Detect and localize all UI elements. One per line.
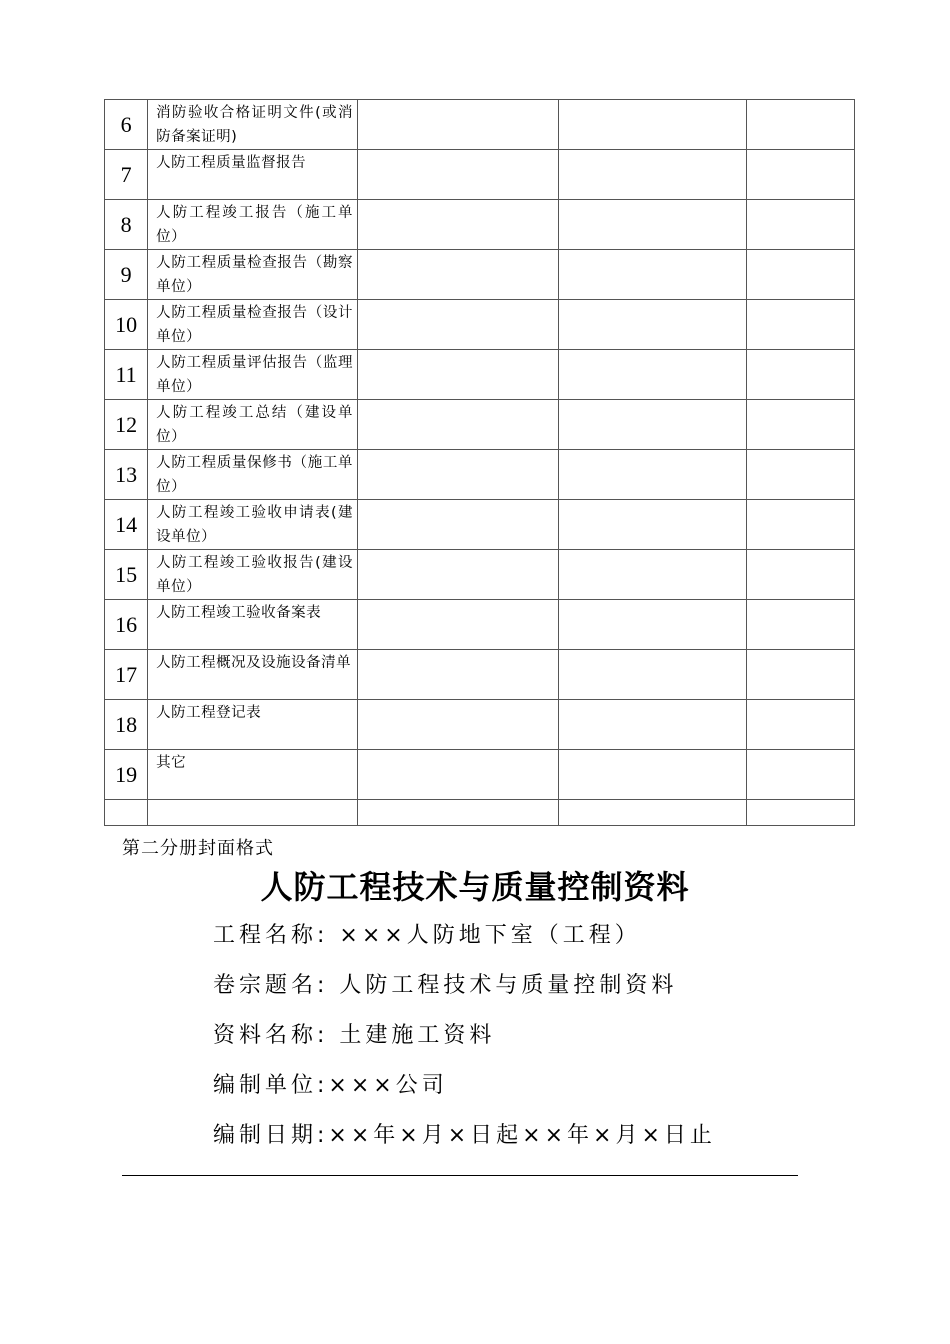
row-item-text: 消防验收合格证明文件(或消防备案证明) [156, 105, 353, 145]
divider-line [122, 1175, 798, 1176]
row-item-cell [148, 150, 358, 200]
table-cell [358, 150, 559, 200]
table-row [105, 500, 855, 550]
row-item-cell [148, 100, 358, 150]
table-row [105, 350, 855, 400]
table-cell [558, 300, 746, 350]
row-item-text: 人防工程竣工验收报告(建设单位） [156, 555, 353, 595]
table-cell [558, 100, 746, 150]
row-item-cell [148, 700, 358, 750]
table-cell [358, 700, 559, 750]
section-caption: 第二分册封面格式 [122, 838, 274, 859]
table-cell [148, 800, 358, 826]
row-number: 15 [105, 550, 148, 600]
table-row [105, 700, 855, 750]
row-item-text: 人防工程质量评估报告（监理单位） [156, 355, 353, 395]
row-item-cell [148, 500, 358, 550]
table-cell [558, 400, 746, 450]
table-cell [558, 250, 746, 300]
row-item-cell [148, 650, 358, 700]
row-number: 16 [105, 600, 148, 650]
row-number: 11 [105, 350, 148, 400]
table-cell [558, 700, 746, 750]
table-cell [558, 150, 746, 200]
table-cell [358, 200, 559, 250]
row-number: 19 [105, 750, 148, 800]
table-row [105, 100, 855, 150]
table-cell [558, 600, 746, 650]
table-cell [558, 550, 746, 600]
table-cell [746, 200, 854, 250]
field-material-name: 资料名称: 土建施工资料 [213, 1023, 496, 1048]
row-number: 13 [105, 450, 148, 500]
row-number: 7 [105, 150, 148, 200]
table-body [105, 100, 855, 826]
row-item-text: 人防工程竣工验收申请表(建设单位） [156, 505, 353, 545]
table-cell [558, 650, 746, 700]
table-row [105, 450, 855, 500]
row-item-cell [148, 450, 358, 500]
table-cell [746, 600, 854, 650]
row-item-cell [148, 400, 358, 450]
field-compiling-unit: 编制单位:×××公司 [213, 1073, 448, 1098]
table-cell [358, 600, 559, 650]
table-cell [746, 100, 854, 150]
row-number: 14 [105, 500, 148, 550]
row-item-text: 人防工程竣工报告（施工单位） [156, 205, 353, 245]
table-cell [558, 200, 746, 250]
row-item-text: 人防工程质量检查报告（勘察单位） [156, 255, 353, 295]
table-cell [746, 300, 854, 350]
table-row [105, 250, 855, 300]
table-cell [558, 350, 746, 400]
table-cell [746, 550, 854, 600]
table-cell [746, 700, 854, 750]
table-row [105, 200, 855, 250]
table-cell [558, 500, 746, 550]
field-compiling-date: 编制日期:××年×月×日起××年×月×日止 [213, 1123, 716, 1148]
table-row [105, 550, 855, 600]
table-cell [358, 450, 559, 500]
table-cell [358, 650, 559, 700]
table-cell [746, 350, 854, 400]
row-item-cell [148, 550, 358, 600]
table-cell [558, 800, 746, 826]
table-cell [746, 750, 854, 800]
table-cell [358, 400, 559, 450]
cover-title: 人防工程技术与质量控制资料 [260, 868, 690, 906]
table-row [105, 150, 855, 200]
field-volume-title: 卷宗题名: 人防工程技术与质量控制资料 [213, 973, 678, 998]
table-cell [358, 250, 559, 300]
table-row [105, 400, 855, 450]
table-cell [358, 800, 559, 826]
table-cell [358, 100, 559, 150]
table-row [105, 300, 855, 350]
row-number: 8 [105, 200, 148, 250]
table-row-empty [105, 800, 855, 826]
table-cell [558, 450, 746, 500]
table-cell [358, 350, 559, 400]
row-item-cell [148, 300, 358, 350]
row-item-cell [148, 750, 358, 800]
row-item-cell [148, 600, 358, 650]
table-cell [746, 650, 854, 700]
table-cell [746, 250, 854, 300]
row-item-text: 人防工程概况及设施设备清单 [156, 655, 352, 671]
table-cell [746, 800, 854, 826]
row-item-text: 人防工程竣工总结（建设单位） [156, 405, 353, 445]
table-cell [746, 500, 854, 550]
table-row [105, 650, 855, 700]
row-item-cell [148, 200, 358, 250]
table-cell [358, 300, 559, 350]
table-cell [358, 550, 559, 600]
table-cell [746, 400, 854, 450]
table-cell [358, 750, 559, 800]
row-number: 17 [105, 650, 148, 700]
row-item-cell [148, 350, 358, 400]
field-project-name: 工程名称: ×××人防地下室（工程） [213, 923, 641, 948]
table-row [105, 600, 855, 650]
table-cell [558, 750, 746, 800]
table-cell [746, 450, 854, 500]
table-row [105, 750, 855, 800]
table-cell [358, 500, 559, 550]
row-item-text: 其它 [156, 755, 187, 771]
row-number: 10 [105, 300, 148, 350]
row-item-text: 人防工程质量监督报告 [156, 155, 307, 171]
row-item-text: 人防工程竣工验收备案表 [156, 605, 322, 621]
table-cell [746, 150, 854, 200]
row-number: 18 [105, 700, 148, 750]
row-number: 12 [105, 400, 148, 450]
row-number: 9 [105, 250, 148, 300]
archive-list-table [104, 99, 855, 826]
row-number: 6 [105, 100, 148, 150]
table-cell [105, 800, 148, 826]
row-item-text: 人防工程登记表 [156, 705, 262, 721]
row-item-text: 人防工程质量检查报告（设计单位） [156, 305, 353, 345]
row-item-text: 人防工程质量保修书（施工单位） [156, 455, 353, 495]
row-item-cell [148, 250, 358, 300]
